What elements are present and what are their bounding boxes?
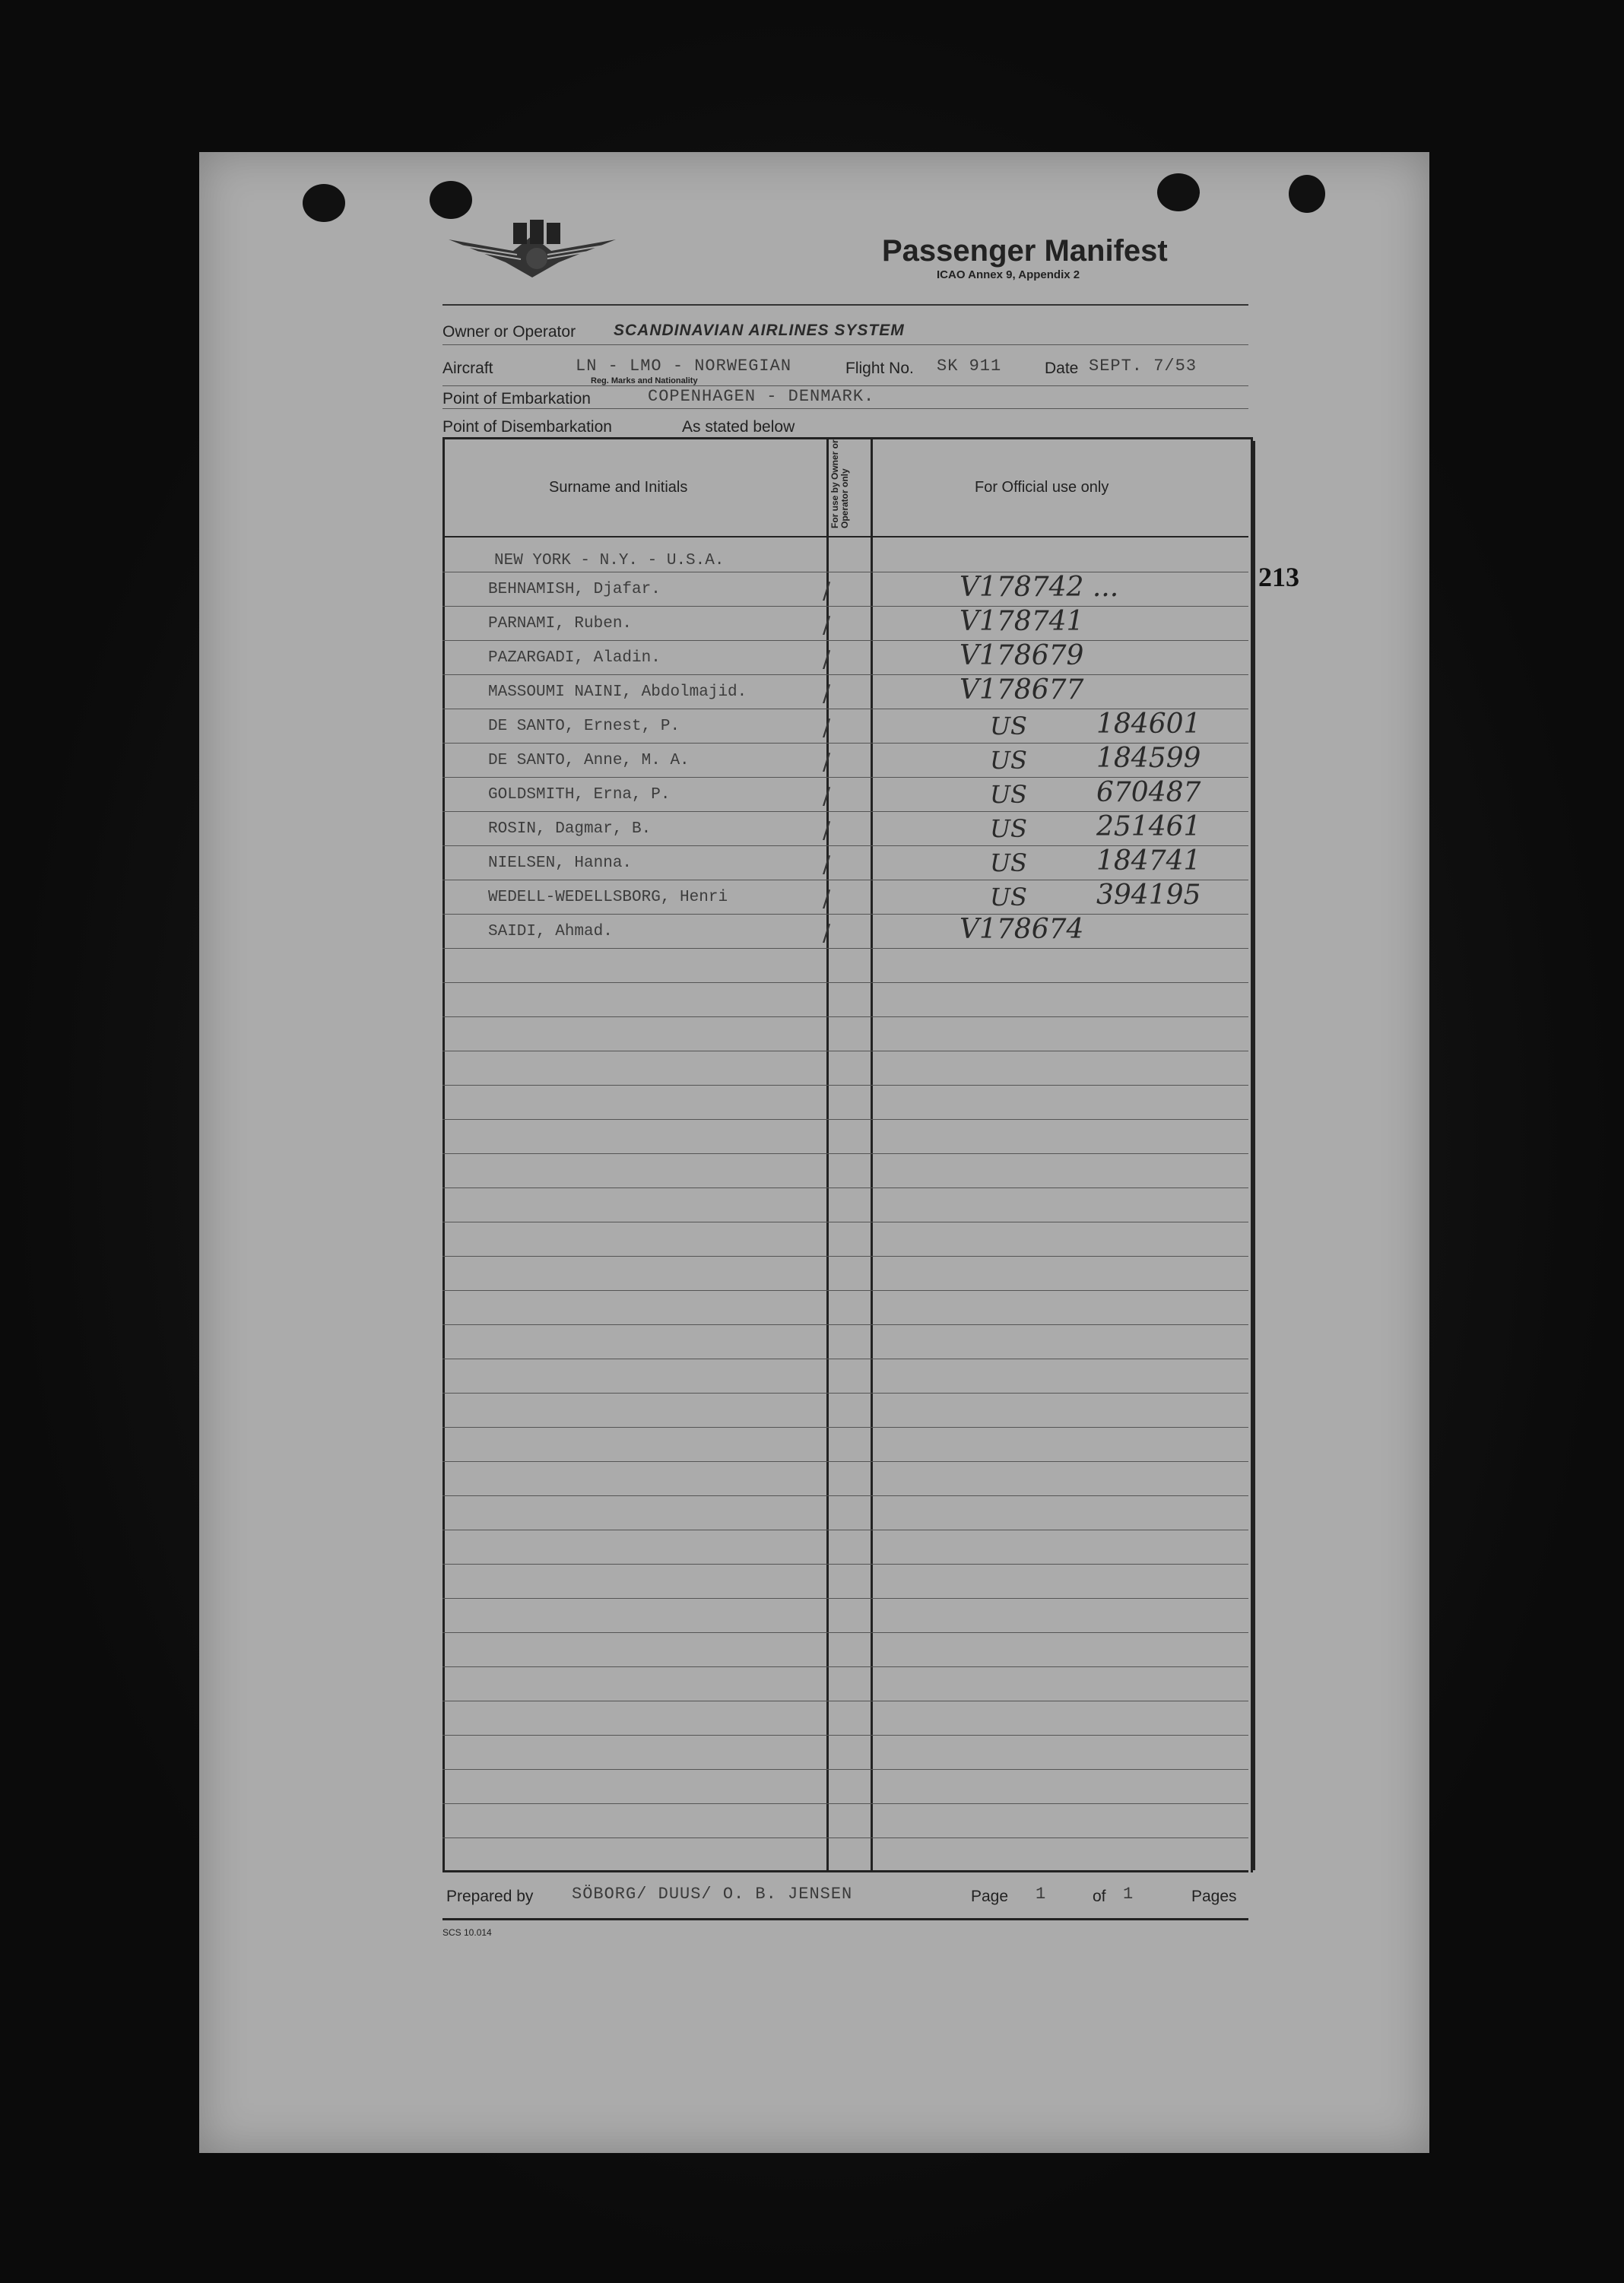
official-number: V178674 [959,914,1084,945]
check-mark-icon: / [823,920,831,946]
passenger-name: MASSOUMI NAINI, Abdolmajid. [488,683,747,701]
official-number: 184601 [1096,709,1201,740]
check-mark-icon: / [823,817,831,844]
official-number: V178677 [959,674,1084,706]
official-number: 670487 [1096,777,1201,808]
official-number: V178679 [959,640,1084,671]
blank-row [442,1427,1248,1462]
table-header-rule [442,536,1248,537]
blank-row [442,1461,1248,1496]
blank-row [442,1701,1248,1736]
nationality-mark: US [990,780,1027,809]
table-row [442,572,1248,607]
punch-hole-right [1157,173,1200,211]
prepared-value: SÖBORG/ DUUS/ O. B. JENSEN [572,1885,853,1904]
nationality-mark: US [990,746,1027,775]
form-code: SCS 10.014 [442,1927,492,1938]
embarkation-label: Point of Embarkation [442,390,591,407]
blank-row [442,1290,1248,1325]
owner-label: Owner or Operator [442,323,576,341]
header-rule [442,304,1248,306]
nationality-mark: US [990,814,1027,843]
table-row [442,845,1248,880]
punch-hole-far-right [1289,175,1325,213]
check-mark-icon: / [823,680,831,707]
table-row [442,640,1248,675]
date-label: Date [1045,360,1079,377]
blank-row [442,1085,1248,1120]
check-mark-icon: / [823,578,831,604]
page-value: 1 [1036,1885,1047,1904]
blank-row [442,1495,1248,1530]
check-mark-icon: / [823,612,831,639]
table-row [442,880,1248,915]
passenger-name: PARNAMI, Ruben. [488,615,633,633]
manifest-subtitle: ICAO Annex 9, Appendix 2 [937,268,1080,281]
blank-row [442,1666,1248,1701]
official-number: 184741 [1096,845,1201,877]
surname-column-header: Surname and Initials [549,479,688,496]
prepared-label: Prepared by [446,1888,534,1905]
destination-row [442,541,1248,572]
blank-row [442,1530,1248,1565]
of-value: 1 [1123,1885,1134,1904]
embarkation-value: COPENHAGEN - DENMARK. [648,387,875,406]
destination-text: NEW YORK - N.Y. - U.S.A. [494,552,725,569]
operator-column-header: For use by Owner or Operator only [829,439,850,528]
official-number: V178741 [959,606,1084,637]
table-row [442,606,1248,641]
blank-row [442,1803,1248,1838]
check-mark-icon: / [823,783,831,810]
check-mark-icon: / [823,851,831,878]
blank-row [442,1324,1248,1359]
page-edge-line [1253,441,1255,1870]
disembarkation-value: As stated below [682,418,795,436]
blank-row [442,1632,1248,1667]
blank-row [442,1222,1248,1257]
passenger-name: BEHNAMISH, Djafar. [488,581,661,598]
aircraft-underline [442,385,1248,386]
stamp-number: 213 [1258,562,1299,592]
official-number: 394195 [1096,880,1201,911]
passenger-name: PAZARGADI, Aladin. [488,649,661,667]
embarkation-underline [442,408,1248,409]
table-row [442,674,1248,709]
blank-row [442,1187,1248,1222]
blank-row [442,1598,1248,1633]
aircraft-value: LN - LMO - NORWEGIAN [576,357,792,376]
airline-logo-icon [445,209,620,293]
table-row [442,743,1248,778]
blank-row [442,1769,1248,1804]
nationality-mark: US [990,848,1027,877]
page-label: Page [971,1888,1009,1905]
official-column-header: For Official use only [975,479,1109,496]
official-number: V178742 ... [959,572,1119,603]
table-row [442,811,1248,846]
blank-row [442,982,1248,1017]
passenger-name: DE SANTO, Anne, M. A. [488,752,690,769]
passenger-name: GOLDSMITH, Erna, P. [488,786,671,804]
blank-row [442,1051,1248,1086]
check-mark-icon: / [823,715,831,741]
table-row [442,709,1248,744]
passenger-name: WEDELL-WEDELLSBORG, Henri [488,889,728,906]
nationality-mark: US [990,883,1027,912]
aircraft-label: Aircraft [442,360,493,377]
aircraft-note: Reg. Marks and Nationality [591,376,698,385]
blank-row [442,1119,1248,1154]
disembarkation-label: Point of Disembarkation [442,418,612,436]
manifest-footer [442,1870,1248,1920]
date-value: SEPT. 7/53 [1089,357,1197,376]
passenger-name: ROSIN, Dagmar, B. [488,820,652,838]
passenger-name: SAIDI, Ahmad. [488,923,613,940]
check-mark-icon: / [823,886,831,912]
manifest-form [442,300,1252,1958]
blank-row [442,1735,1248,1770]
nationality-mark: US [990,712,1027,740]
blank-row [442,1256,1248,1291]
passenger-name: NIELSEN, Hanna. [488,855,633,872]
flight-label: Flight No. [845,360,914,377]
check-mark-icon: / [823,646,831,673]
of-label: of [1093,1888,1106,1905]
passenger-name: DE SANTO, Ernest, P. [488,718,680,735]
table-row [442,914,1248,949]
blank-row [442,1359,1248,1394]
owner-underline [442,344,1248,345]
manifest-title: Passenger Manifest [882,234,1168,268]
official-number: 184599 [1096,743,1201,774]
check-mark-icon: / [823,749,831,775]
blank-row [442,1564,1248,1599]
blank-row [442,1016,1248,1051]
official-number: 251461 [1096,811,1201,842]
blank-row [442,1393,1248,1428]
punch-hole-left [303,184,345,222]
blank-row [442,1837,1248,1872]
blank-row [442,1153,1248,1188]
pages-label: Pages [1191,1888,1237,1905]
owner-value: SCANDINAVIAN AIRLINES SYSTEM [614,322,905,339]
table-row [442,777,1248,812]
flight-value: SK 911 [937,357,1002,376]
blank-row [442,948,1248,983]
